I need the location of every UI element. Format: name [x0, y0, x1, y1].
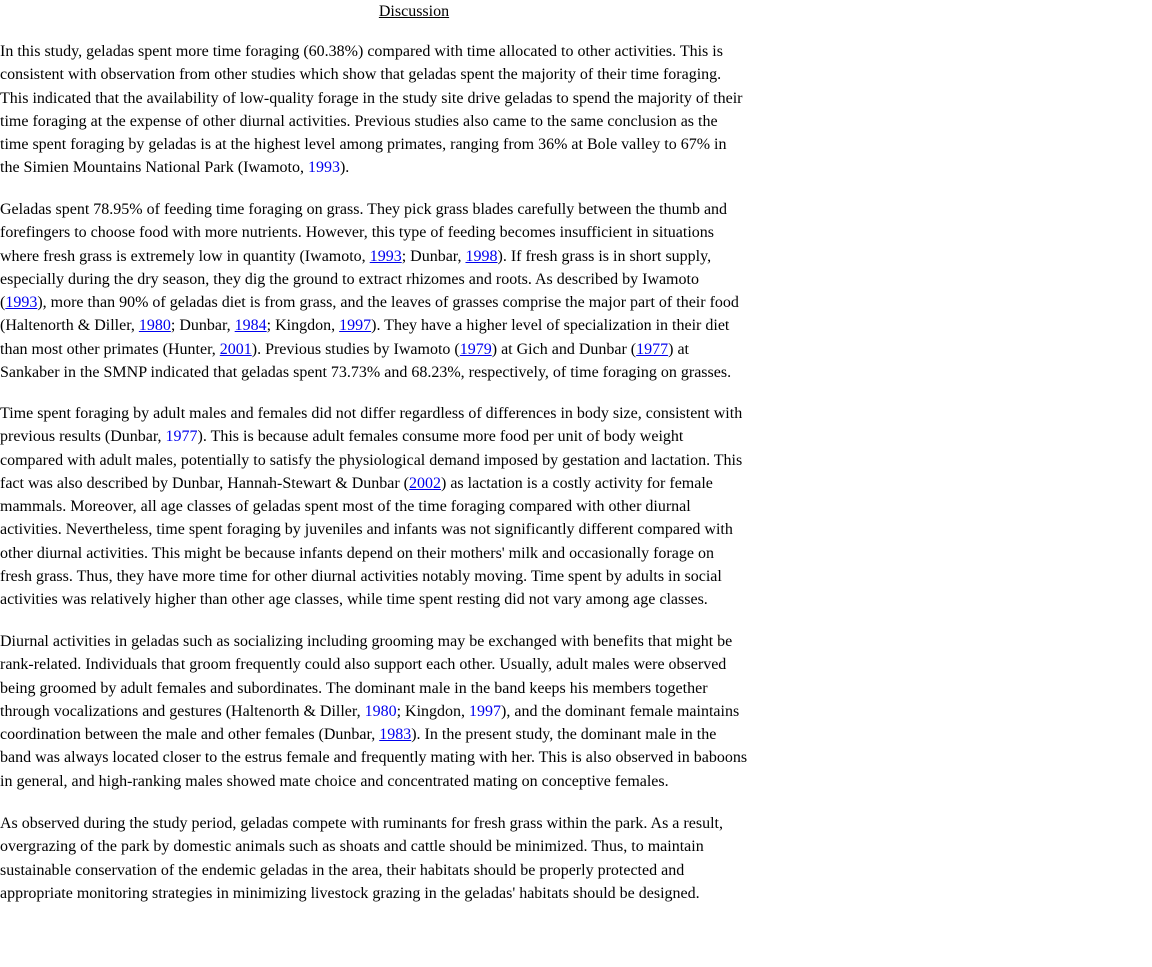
text-line: [0, 133, 832, 156]
text-line: [0, 770, 832, 793]
text-line: [0, 40, 832, 63]
text-run: ). They have a higher level of specialization in their diet: [371, 317, 730, 335]
citation-link[interactable]: 1993: [5, 294, 38, 312]
text-run: band was always located closer to the estrus female and frequently mating with her. This is also observed in baboons: [0, 749, 748, 767]
citation-link[interactable]: 1993: [369, 247, 402, 265]
text-run: This indicated that the availability of low-quality forage in the study site drive geladas to spend the majority of their: [0, 89, 743, 107]
text-run: (: [0, 294, 6, 312]
text-run: ). This is because adult females consume more food per unit of body weight: [197, 428, 684, 446]
text-run: ), and the dominant female maintains: [501, 702, 740, 720]
text-run: through vocalizations and gestures (Haltenorth & Diller,: [0, 702, 365, 720]
citation-link[interactable]: 1979: [459, 340, 492, 358]
citation-link[interactable]: 1983: [379, 726, 412, 744]
text-run: In this study, geladas spent more time foraging (60.38%) compared with time allocated to other activities. This is: [0, 43, 723, 60]
text-run: mammals. Moreover, all age classes of geladas spent most of the time foraging compared with other diurnal: [0, 498, 691, 516]
text-line: [0, 402, 832, 425]
text-line: [0, 198, 832, 221]
text-run: Diurnal activities in geladas such as socializing including grooming may be exchanged with benefits that might be: [0, 633, 733, 650]
text-run: ; Kingdon,: [396, 702, 470, 720]
text-run: than most other primates (Hunter,: [0, 340, 220, 358]
text-line: [0, 156, 832, 179]
text-line: [0, 882, 832, 905]
text-run: time foraging at the expense of other diurnal activities. Previous studies also came to the same conclusion as the: [0, 112, 718, 130]
text-run: ), more than 90% of geladas diet is from grass, and the leaves of grasses comprise the major part of their food: [37, 294, 739, 312]
text-run: rank-related. Individuals that groom frequently could also support each other. Usually, adult males were observed: [0, 656, 727, 674]
text-line: [0, 63, 832, 86]
text-run: (Haltenorth & Diller,: [0, 317, 139, 335]
text-run: Geladas spent 78.95% of feeding time foraging on grass. They pick grass blades carefully between the thumb and: [0, 201, 728, 218]
text-line: [0, 588, 832, 611]
text-run: sustainable conservation of the endemic geladas in the area, their habitats should be properly protected and: [0, 861, 685, 879]
citation-link[interactable]: 1977: [165, 428, 198, 446]
text-line: [0, 314, 832, 337]
text-run: coordination between the male and other females (Dunbar,: [0, 726, 380, 744]
text-line: [0, 291, 832, 314]
text-line: [0, 221, 832, 244]
text-run: where fresh grass is extremely low in quantity (Iwamoto,: [0, 247, 370, 265]
text-line: [0, 268, 832, 291]
text-line: [0, 449, 832, 472]
paragraph-5: [0, 812, 832, 905]
text-run: the Simien Mountains National Park (Iwamoto,: [0, 159, 308, 177]
text-run: activities. Nevertheless, time spent foraging by juveniles and infants was not significantly different compared with: [0, 521, 733, 539]
citation-link[interactable]: 2001: [219, 340, 252, 358]
text-line: [0, 472, 832, 495]
section-heading: Discussion: [378, 3, 450, 20]
text-run: previous results (Dunbar,: [0, 428, 166, 446]
text-line: [0, 565, 832, 588]
text-run: fact was also described by Dunbar, Hannah-Stewart & Dunbar (: [0, 474, 409, 492]
text-run: other diurnal activities. This might be because infants depend on their mothers' milk and occasionally forage on: [0, 544, 714, 562]
text-run: being groomed by adult females and subordinates. The dominant male in the band keeps his members together: [0, 679, 708, 697]
text-line: [0, 245, 832, 268]
text-line: [0, 653, 832, 676]
citation-link[interactable]: 2002: [409, 474, 441, 492]
text-run: ; Kingdon,: [266, 317, 340, 335]
citation-link[interactable]: 1984: [234, 317, 267, 335]
text-run: ). Previous studies by Iwamoto (: [251, 340, 460, 358]
text-run: appropriate monitoring strategies in minimizing livestock grazing in the geladas' habitats should be designed.: [0, 884, 700, 902]
citation-link[interactable]: 1998: [465, 247, 498, 265]
text-run: especially during the dry season, they dig the ground to extract rhizomes and roots. As described by Iwamoto: [0, 270, 699, 288]
citation-link[interactable]: 1980: [364, 702, 397, 720]
text-run: fresh grass. Thus, they have more time for other diurnal activities notably moving. Time spent by adults in social: [0, 568, 722, 586]
text-run: ) at Gich and Dunbar (: [491, 340, 637, 358]
text-line: [0, 677, 832, 700]
text-line: [0, 835, 832, 858]
citation-link[interactable]: 1980: [138, 317, 171, 335]
text-run: Time spent foraging by adult males and females did not differ regardless of differences in body size, consistent with: [0, 405, 743, 422]
text-run: ).: [339, 159, 350, 177]
text-line: [0, 542, 832, 565]
paragraph-1: [0, 40, 832, 180]
text-line: [0, 110, 832, 133]
text-line: [0, 630, 832, 653]
citation-link[interactable]: 1997: [469, 702, 502, 720]
text-run: overgrazing of the park by domestic animals such as shoats and cattle should be minimized. Thus, to maintain: [0, 838, 704, 856]
text-run: activities was relatively higher than other age classes, while time spent resting did not vary among age classes.: [0, 591, 708, 609]
text-run: Sankaber in the SMNP indicated that geladas spent 73.73% and 68.23%, respectively, of time foraging on grasses.: [0, 364, 732, 382]
text-run: ; Dunbar,: [401, 247, 466, 265]
citation-link[interactable]: 1997: [339, 317, 372, 335]
text-run: ; Dunbar,: [170, 317, 235, 335]
text-line: [0, 495, 832, 518]
text-line: [0, 338, 832, 361]
text-line: [0, 87, 832, 110]
text-line: [0, 361, 832, 384]
text-run: time spent foraging by geladas is at the highest level among primates, ranging from 36% at Bole valley to 67% in: [0, 136, 727, 154]
citation-link[interactable]: 1993: [307, 159, 340, 177]
text-run: in general, and high-ranking males showed mate choice and concentrated mating on conceptive females.: [0, 772, 669, 790]
text-line: [0, 859, 832, 882]
text-run: ) as lactation is a costly activity for female: [441, 474, 713, 492]
text-line: [0, 746, 832, 769]
text-run: ). In the present study, the dominant male in the: [411, 726, 717, 744]
text-run: compared with adult males, potentially to satisfy the physiological demand imposed by gestation and lactation. This: [0, 451, 743, 469]
text-run: ). If fresh grass is in short supply,: [497, 247, 712, 265]
citation-link[interactable]: 1977: [636, 340, 669, 358]
text-line: [0, 700, 832, 723]
text-line: [0, 425, 832, 448]
text-line: [0, 723, 832, 746]
text-line: [0, 518, 832, 541]
text-line: [0, 812, 832, 835]
paragraph-2: [0, 198, 832, 384]
paragraph-3: [0, 402, 832, 612]
text-run: ) at: [668, 340, 689, 358]
text-run: consistent with observation from other studies which show that geladas spent the majority of their time foraging.: [0, 66, 722, 84]
text-run: As observed during the study period, geladas compete with ruminants for fresh grass within the park. As a result,: [0, 815, 723, 832]
paragraph-4: [0, 630, 832, 793]
text-run: forefingers to choose food with more nutrients. However, this type of feeding becomes insufficient in situations: [0, 224, 715, 242]
